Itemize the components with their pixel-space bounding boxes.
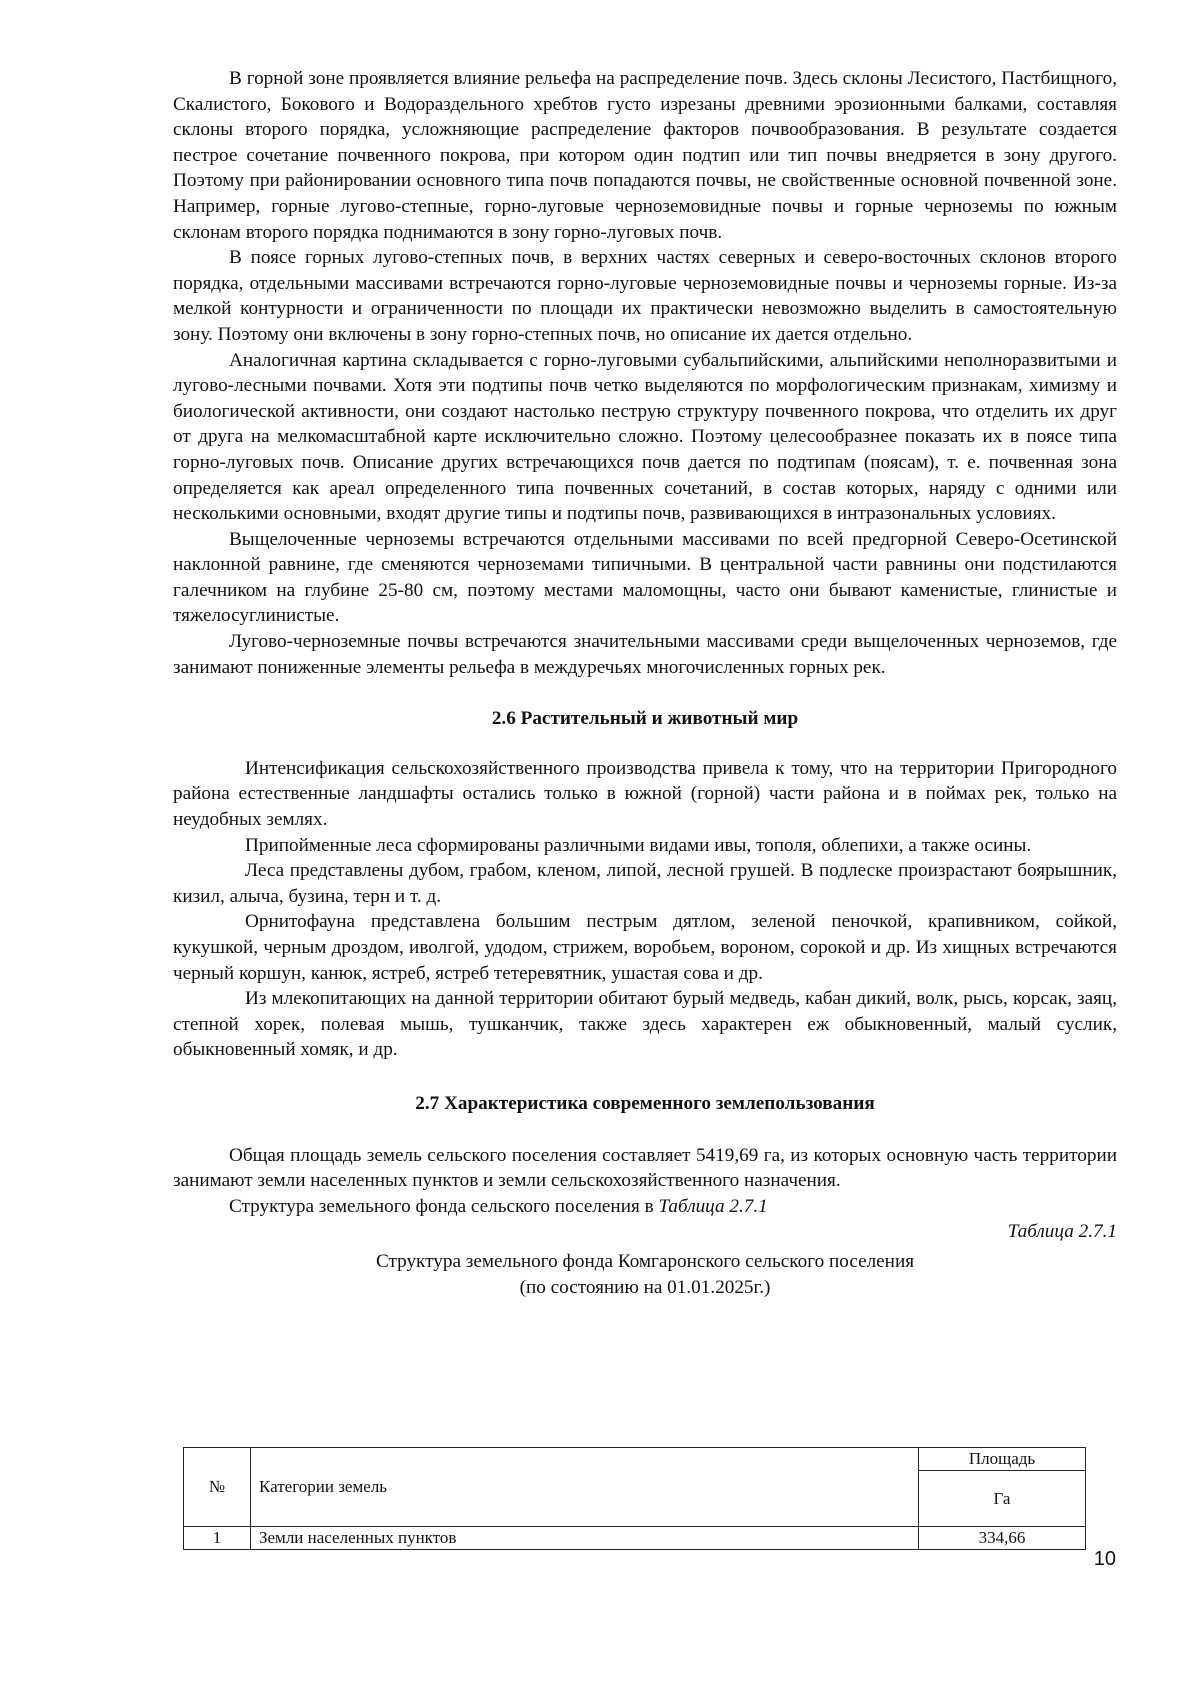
table-header-category: Категории земель: [251, 1448, 919, 1527]
paragraph-floodplain-forests: Припойменные леса сформированы различными видами ивы, тополя, облепихи, а также осины.: [245, 834, 1032, 856]
section-heading-land-use: 2.7 Характеристика современного землепользования: [415, 1092, 875, 1114]
land-fund-table: [183, 1447, 1086, 1550]
paragraph-subalpine-soils: Аналогичная картина складывается с горно-луговыми субальпийскими, альпийскими неполноразвитыми и лугово-лесными почвами. Хотя эти подтипы почв четко выделяются по морфологическим признакам, химизму и биологической активности, они создают настолько пеструю структуру почвенного покрова, что отделить их друг от друга на мелкомасштабной карте исключительно сложно. Поэтому целесообразнее показать их в поясе типа горно-луговых почв. Описание других встречающихся почв дается по подтипам (поясам), т. е. почвенная зона определяется как ареал определенного типа почвенных сочетаний, в состав которых, наряду с одними или несколькими основными, входят другие типы и подтипы почв, развивающихся в интразональных условиях.: [173, 349, 1117, 525]
paragraph-structure-reference: [173, 1194, 1117, 1220]
table-number-label: Таблица 2.7.1: [1007, 1221, 1117, 1243]
paragraph-birds: Орнитофауна представлена большим пестрым дятлом, зеленой пеночкой, крапивником, сойкой, кукушкой, черным дроздом, иволгой, удодом, стрижем, воробьем, вороном, сорокой и др. Из хищных встречаются черный коршун, канюк, ястреб, ястреб тетеревятник, ушастая сова и др.: [173, 911, 1117, 984]
table-caption-title: Структура земельного фонда Комгаронского сельского поселения: [375, 1250, 915, 1272]
table-cell-number: 1: [184, 1527, 251, 1550]
table-cell-category: Земли населенных пунктов: [251, 1527, 919, 1550]
table-row: [184, 1527, 1086, 1550]
paragraph-mountain-zone: В горной зоне проявляется влияние рельефа на распределение почв. Здесь склоны Лесистого, Пастбищного, Скалистого, Бокового и Водораздельного хребтов густо изрезаны древними эрозионными балками, составляя склоны второго порядка, усложняющие распределение факторов почвообразования. В результате создается пестрое сочетание почвенного покрова, при котором один подтип или тип почвы внедряется в зону другого. Поэтому при районировании основного типа почв попадаются почвы, не свойственные основной почвенной зоне. Например, горные лугово-степные, горно-луговые черноземовидные почвы и горные черноземы по южным склонам второго порядка поднимаются в зону горно-луговых почв.: [173, 68, 1117, 243]
paragraph-meadow-chernozem: Лугово-черноземные почвы встречаются значительными массивами среди выщелоченных черноземов, где занимают пониженные элементы рельефа в междуречьях многочисленных горных рек.: [173, 631, 1117, 678]
paragraph-mammals: Из млекопитающих на данной территории обитают бурый медведь, кабан дикий, волк, рысь, корсак, заяц, степной хорек, полевая мышь, тушканчик, также здесь характерен еж обыкновенный, малый суслик, обыкновенный хомяк, и др.: [173, 988, 1117, 1061]
structure-reference-text: Структура земельного фонда сельского поселения в: [229, 1195, 659, 1217]
table-link: Таблица 2.7.1: [658, 1195, 768, 1217]
paragraph-intensification: Интенсификация сельскохозяйственного производства привела к тому, что на территории Пригородного района естественные ландшафты остались только в южной (горной) части района и в поймах рек, только на неудобных землях.: [173, 757, 1117, 831]
paragraph-forests: Леса представлены дубом, грабом, кленом, липой, лесной грушей. В подлеске произрастают боярышник, кизил, алыча, бузина, терн и т. д.: [173, 860, 1117, 907]
page-body: [173, 66, 1117, 1300]
paragraph-leached-chernozems: Выщелоченные черноземы встречаются отдельными массивами по всей предгорной Северо-Осетинской наклонной равнине, где сменяются черноземами типичными. В центральной части равнины они подстилаются галечником на глубине 25-80 см, поэтому местами маломощны, часто они бывают каменистые, глинистые и тяжелосуглинистые.: [173, 528, 1117, 627]
table-header-unit: Га: [919, 1471, 1086, 1527]
page-number: 10: [1093, 1548, 1116, 1570]
table-header-number: №: [184, 1448, 251, 1527]
table-header-area: Площадь: [919, 1448, 1086, 1471]
section-heading-flora-fauna: 2.6 Растительный и животный мир: [491, 708, 799, 730]
table-caption-date: (по состоянию на 01.01.2025г.): [519, 1276, 771, 1298]
paragraph-total-area: Общая площадь земель сельского поселения составляет 5419,69 га, из которых основную часть территории занимают земли населенных пунктов и земли сельскохозяйственного назначения.: [173, 1144, 1117, 1192]
table-cell-area: 334,66: [919, 1527, 1086, 1550]
paragraph-meadow-steppe-belt: В поясе горных лугово-степных почв, в верхних частях северных и северо-восточных склонов второго порядка, отдельными массивами встречаются горно-луговые черноземовидные почвы и черноземы горные. Из-за мелкой контурности и ограниченности по площади их практически невозможно выделить в самостоятельную зону. Поэтому они включены в зону горно-степных почв, но описание их дается отдельно.: [173, 247, 1117, 345]
